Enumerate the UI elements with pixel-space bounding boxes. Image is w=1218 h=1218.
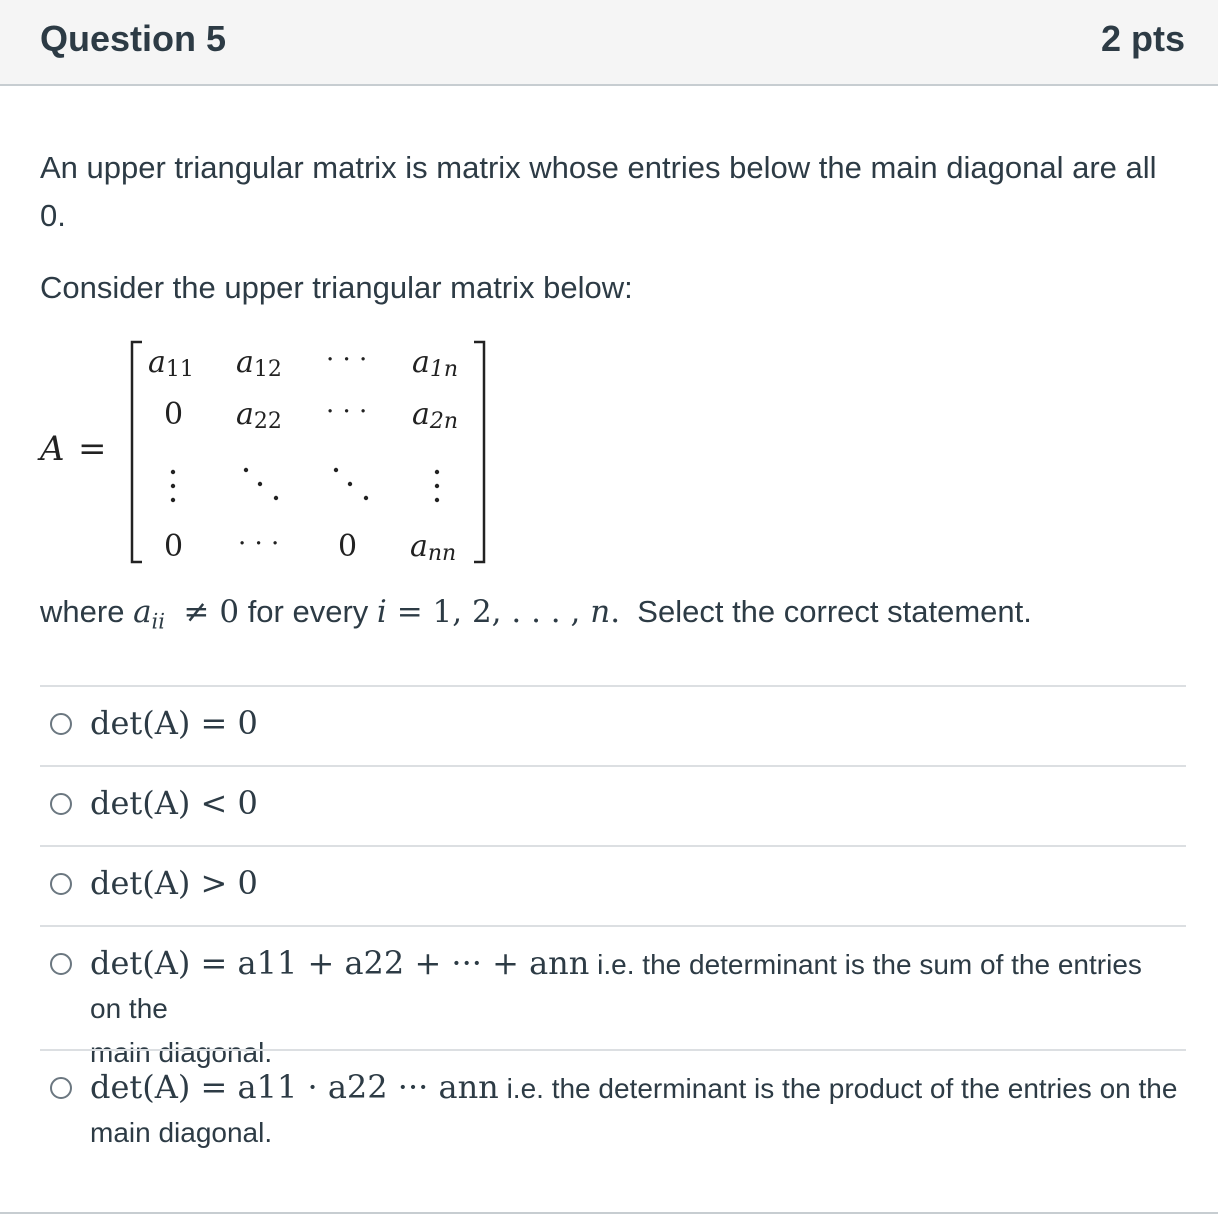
answer-note-4: i.e. the determinant is the sum of the entries on the [90,949,1142,1024]
question-header [0,0,1218,86]
answer-option-3[interactable] [40,847,1186,925]
matrix-left-bracket [132,342,142,562]
matrix-cell-ddots-2 [334,468,368,500]
bottom-rule [0,1212,1218,1214]
question-points: 2 pts [1100,18,1185,59]
intro-line-2: 0. [40,198,66,233]
answer-option-2[interactable] [40,767,1186,845]
answer-radio-2[interactable] [50,793,72,815]
matrix-cell-hdots-2: · · · [326,397,368,427]
matrix-cell-hdots-1: · · · [326,345,368,375]
answer-note-5: i.e. the determinant is the product of the entries on the [506,1073,1178,1104]
condition-prefix: where [40,594,125,629]
answer-formula-4: det(A) = a11 + a22 + ··· + ann [90,944,590,982]
matrix-name: A [40,429,65,469]
matrix-cell-a11: a11 [148,345,194,382]
answer-formula-2: det(A) < 0 [90,784,258,822]
matrix-cell-ddots-1 [244,468,278,500]
condition-for-every: for every [247,594,369,629]
matrix-right-bracket [474,342,484,562]
answer-note-5b: main diagonal. [90,1117,273,1148]
matrix-cell-zero-2-1: 0 [164,397,184,432]
answer-radio-5[interactable] [50,1077,72,1099]
answer-radio-1[interactable] [50,713,72,735]
matrix-cell-a12: a12 [236,345,282,382]
answer-radio-3[interactable] [50,873,72,895]
answer-radio-4[interactable] [50,953,72,975]
matrix-cell-zero-4-3: 0 [338,529,358,564]
condition-suffix: Select the correct statement. [637,594,1032,629]
matrix-cell-ann: ann [410,529,457,566]
matrix-cell-hdots-3: · · · [238,529,280,559]
question-title: Question 5 [40,18,227,59]
matrix-display [30,330,510,570]
matrix-cell-vdots-left [171,470,175,502]
matrix-cell-vdots-right [435,470,439,502]
matrix-cell-a22: a22 [236,397,282,434]
answer-note-4b: main diagonal. [90,1037,273,1068]
matrix-cell-a2n: a2n [412,397,459,434]
answer-option-5[interactable] [40,1051,1186,1173]
answer-formula-1: det(A) = 0 [90,704,258,742]
answer-formula-3: det(A) > 0 [90,864,258,902]
answer-option-1[interactable] [40,687,1186,765]
intro-line-1: An upper triangular matrix is matrix whose entries below the main diagonal are all [40,150,1157,185]
answer-formula-5: det(A) = a11 · a22 ··· ann [90,1068,499,1106]
matrix-cell-a1n: a1n [412,345,459,382]
condition-values: 1, 2, . . . , [432,594,591,630]
matrix-cell-zero-4-1: 0 [164,529,184,564]
condition-line: where $a_{ii} \ne 0$ for every i = 1, 2, . . . , n. Select the correct statement. [40,594,1032,634]
matrix-equals: = [78,429,107,469]
answer-option-4[interactable] [40,927,1186,1068]
intro-line-3: Consider the upper triangular matrix below: [40,270,633,305]
